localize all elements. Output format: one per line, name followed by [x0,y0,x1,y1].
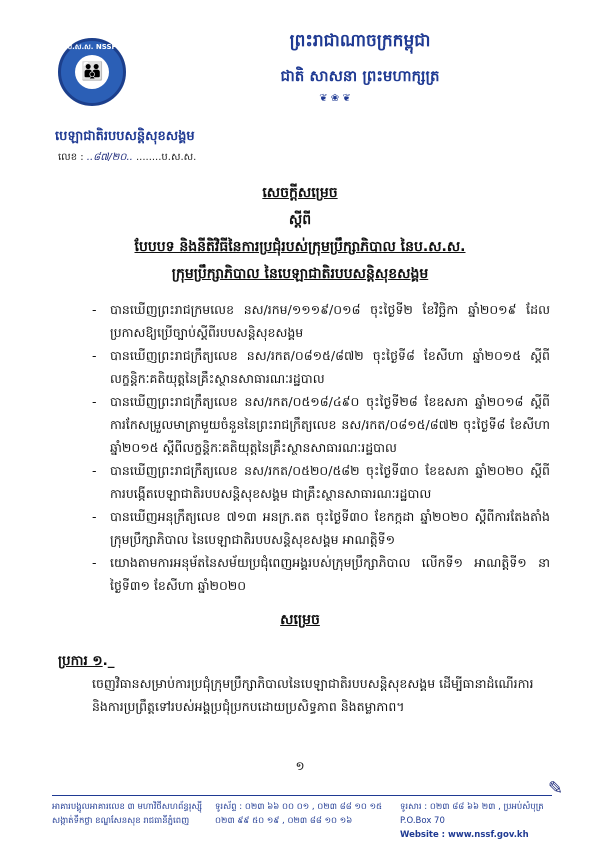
footer-divider [52,795,552,796]
title-subject: បែបបទ និងនីតិវិធីនៃការប្រជុំរបស់ក្រុមប្រឹក្សាភិបាល នៃប.ស.ស. [134,239,466,255]
reference-handwritten-number: ..៨៧/២០.. [86,152,133,163]
logo-text: ប.ស.ស. NSSF [67,43,117,51]
address-line-1: អាគារបង្គូលអាគារលេខ ៣ មហាវិថីសហព័ន្ធរុស្ស៊ី [52,802,203,812]
footer-contact [400,800,570,842]
list-item: - បានឃើញព្រះរាជក្រមលេខ នស/រកម/១១១៩/០១៨ ចុះថ្ងៃទី២ ខែវិច្ឆិកា ឆ្នាំ២០១៩ ដែលប្រកាសឱ្យប្រើច្បាប់ស្តីពីរបបសន្តិសុខសង្គម [92,302,550,340]
ornament-divider: ❦ ❀ ❦ [319,93,351,104]
list-item: - បានឃើញព្រះរាជក្រឹត្យលេខ នស/រកត/០៥១៨/៤៩០ ចុះថ្ងៃទី២៨ ខែឧសភា ឆ្នាំ២០១៨ ស្តីពីការកែសម្រួលមាត្រាមួយចំនួននៃព្រះរាជក្រឹត្យលេខ នស/រកត/០៨១៥/៨៧២ ចុះថ្ងៃទី៨ ខែសីហា ឆ្នាំ២០១៥ ស្តីពីលក្ខន្តិកៈគតិយុត្តនៃគ្រឹះស្ថានសាធារណៈរដ្ឋបាល [92,394,550,455]
national-motto: ជាតិ សាសនា ព្រះមហាក្សត្រ [280,67,440,85]
website-link[interactable]: Website : www.nssf.gov.kh [400,830,529,840]
footer-phones [215,800,395,828]
address-line-2: សង្កាត់ទឹកថ្លា ខណ្ឌសែនសុខ រាជធានីភ្នំពេញ [52,816,190,826]
signature-mark: ✎ [548,778,564,799]
list-item: - បានឃើញព្រះរាជក្រឹត្យលេខ នស/រកត/០៨១៥/៨៧២ ចុះថ្ងៃទី៨ ខែសីហា ឆ្នាំ២០១៥ ស្តីពីលក្ខន្តិកៈគតិយុត្តនៃគ្រឹះស្ថានសាធារណៈរដ្ឋបាល [92,348,550,386]
decision-heading: សម្រេច [280,612,320,628]
nssf-logo [58,38,126,106]
kingdom-title: ព្រះរាជាណាចក្រកម្ពុជា [289,31,431,51]
article-heading [58,652,115,672]
title-decision: សេចក្តីសម្រេច [262,185,338,201]
reference-number [58,150,196,165]
document-title [0,183,600,258]
list-item: - បានឃើញព្រះរាជក្រឹត្យលេខ នស/រកត/០៥២០/៥៨២ ចុះថ្ងៃទី៣០ ខែឧសភា ឆ្នាំ២០២០ ស្តីពីការបង្កើតបេឡាជាតិរបបសន្តិសុខសង្គម ជាគ្រឹះស្ថានសាធារណៈរដ្ឋបាល [92,463,550,501]
organization-name: បេឡាជាតិរបបសន្តិសុខសង្គម [55,129,195,144]
board-heading: ក្រុមប្រឹក្សាភិបាល នៃបេឡាជាតិរបបសន្តិសុខសង្គម [171,266,429,282]
footer-address [52,800,212,828]
considerations-list [92,298,550,597]
list-item: - យោងតាមការអនុម័តនៃសម័យប្រជុំពេញអង្គរបស់ក្រុមប្រឹក្សាភិបាល លើកទី១ អាណត្តិទី១ នាថ្ងៃទី៣១ ខែសីហា ឆ្នាំ២០២០ [92,555,550,593]
page-number: ១ [295,759,305,773]
phone-line-1: ទូរស័ព្ទ : ០២៣ ៦៦ ០០ ០១ , ០២៣ ៨៨ ១០ ១៥ [215,802,383,812]
reference-label: លេខ : [58,152,84,163]
title-regarding: ស្តីពី [288,212,312,228]
phone-line-2: ០២៣ ៩៩ ៥០ ១៩ , ០២៣ ៨៨ ១០ ១៦ [215,816,353,826]
article-label: ប្រការ ១ [58,653,103,669]
article-suffix: ._ [102,653,115,669]
family-icon: 👪 [81,61,104,82]
list-item: - បានឃើញអនុក្រឹត្យលេខ ៧១៣ អនក្រ.តត ចុះថ្ងៃទី៣០ ខែកក្កដា ឆ្នាំ២០២០ ស្តីពីការតែងតាំងក្រុមប្រឹក្សាភិបាល នៃបេឡាជាតិរបបសន្តិសុខសង្គម អាណត្តិទី១ [92,509,550,547]
fax-line: ទូរសារ : ០២៣ ៨៨ ៦៦ ២៣ , ប្រអប់សំបុត្រ P.O.Box 70 [400,802,544,826]
article-text: ចេញវិធានសម្រាប់ការប្រជុំក្រុមប្រឹក្សាភិបាលនៃបេឡាជាតិរបបសន្តិសុខសង្គម ដើម្បីធានាដំណើរការ និងការប្រព្រឹត្តទៅរបស់អង្គប្រជុំប្រកបដោយប្រសិទ្ធភាព និងតម្លាភាព។ [92,676,534,714]
reference-suffix: ........ប.ស.ស. [135,152,197,163]
